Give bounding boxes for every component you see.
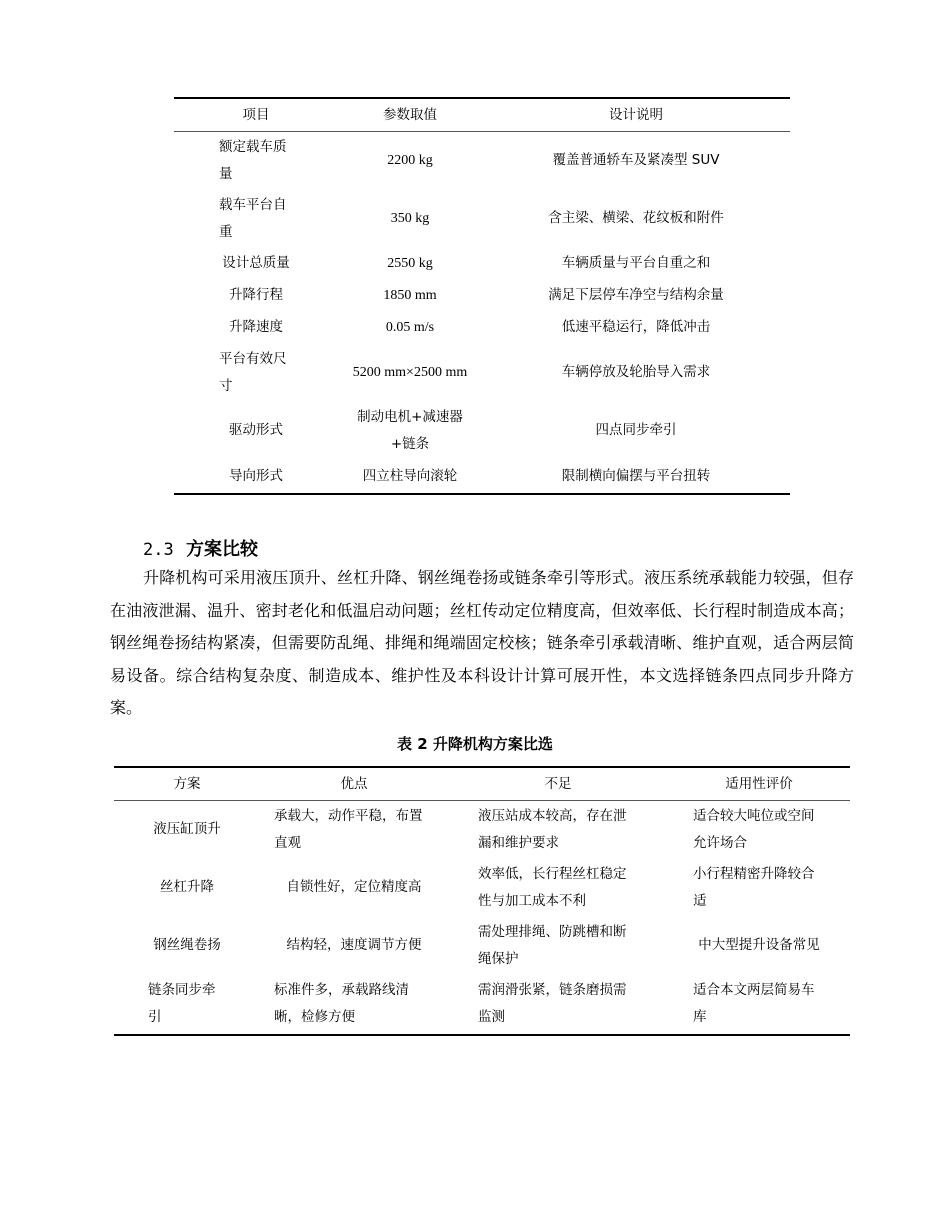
- table-cell: 额定载车质量: [219, 138, 287, 182]
- table-cell: 2550 kg: [387, 256, 433, 271]
- table-cell: 限制横向偏摆与平台扭转: [561, 467, 711, 484]
- table-cell: 液压缸顶升: [153, 821, 221, 838]
- table-cell: 满足下层停车净空与结构余量: [548, 287, 724, 303]
- table-cell: 车辆质量与平台自重之和: [561, 255, 711, 271]
- table-cell: 需润滑张紧，链条磨损需监测: [478, 982, 627, 1025]
- table-cell: 四立柱导向滚轮: [362, 467, 458, 484]
- table-cell: 平台有效尺寸: [219, 350, 287, 394]
- table-cell: 载车平台自重: [219, 196, 287, 240]
- table-cell: 覆盖普通轿车及紧凑型 SUV: [552, 152, 720, 169]
- section-title: 方案比较: [186, 539, 258, 560]
- table-cell: 液压站成本较高，存在泄漏和维护要求: [478, 807, 627, 851]
- table-row: [114, 975, 850, 1035]
- table-row: [174, 248, 790, 280]
- table-header-row: [174, 98, 790, 132]
- table-row: [114, 917, 850, 975]
- table-cell: 导向形式: [229, 467, 283, 484]
- body-paragraph: 升降机构可采用液压顶升、丝杠升降、钢丝绳卷扬或链条牵引等形式。液压系统承载能力较强，但存在油液泄漏、温升、密封老化和低温启动问题；丝杠传动定位精度高，但效率低、长行程时制造成本高；钢丝绳卷扬结构紧凑，但需要防乱绳、排绳和绳端固定校核；链条牵引承载清晰、维护直观，适合两层简易设备。综合结构复杂度、制造成本、维护性及本科设计计算可展开性，本文选择链条四点同步升降方案。: [110, 568, 854, 717]
- table-cell: 链条同步牵引: [148, 982, 216, 1025]
- table-cell: 制动电机+减速器+链条: [357, 408, 463, 452]
- column-header: 不足: [544, 775, 572, 792]
- table-cell: 适合本文两层简易车库: [693, 982, 815, 1025]
- table-cell: 需处理排绳、防跳槽和断绳保护: [478, 923, 627, 967]
- table-cell: 0.05 m/s: [385, 320, 435, 335]
- table-row: [114, 801, 850, 859]
- column-header: 方案: [173, 775, 201, 792]
- table-cell: 钢丝绳卷扬: [153, 937, 221, 953]
- table-cell: 中大型提升设备常见: [698, 937, 820, 953]
- table-cell: 结构轻，速度调节方便: [286, 937, 422, 953]
- table-cell: 升降行程: [229, 287, 283, 303]
- column-header: 参数取值: [383, 106, 437, 123]
- section-heading: [143, 535, 258, 561]
- table-cell: 5200 mm×2500 mm: [352, 365, 468, 380]
- table-cell: 车辆停放及轮胎导入需求: [561, 364, 711, 380]
- table-row: [174, 190, 790, 248]
- table-cell: 小行程精密升降较合适: [693, 865, 815, 909]
- column-header: 项目: [242, 106, 270, 123]
- table-cell: 设计总质量: [222, 255, 290, 271]
- table-cell: 承载大，动作平稳，布置直观: [274, 807, 423, 851]
- table-cell: 含主梁、横梁、花纹板和附件: [548, 210, 724, 226]
- table-cell: 1850 mm: [383, 288, 437, 303]
- table-row: [174, 312, 790, 344]
- table-cell: 自锁性好，定位精度高: [286, 879, 422, 895]
- table-cell: 2200 kg: [387, 153, 433, 169]
- table-row: [174, 460, 790, 494]
- table-cell: 适合较大吨位或空间允许场合: [693, 807, 815, 851]
- table-cell: 效率低，长行程丝杠稳定性与加工成本不利: [478, 865, 627, 909]
- table-cell: 升降速度: [229, 319, 283, 335]
- column-header: 设计说明: [609, 106, 663, 123]
- table-cell: 丝杠升降: [160, 879, 214, 895]
- table-row: [174, 402, 790, 460]
- table-row: [114, 859, 850, 917]
- table-caption: 表 2 升降机构方案比选: [397, 735, 553, 753]
- section-number: 2.3: [143, 540, 174, 560]
- table-row: [174, 280, 790, 312]
- table-row: [174, 132, 790, 190]
- column-header: 优点: [340, 775, 368, 792]
- parameter-table: [174, 97, 790, 495]
- table-cell: 350 kg: [390, 211, 430, 226]
- column-header: 适用性评价: [725, 775, 793, 792]
- table-cell: 标准件多，承载路线清晰，检修方便: [274, 982, 409, 1025]
- table-cell: 低速平稳运行，降低冲击: [561, 319, 711, 335]
- table-cell: 四点同步牵引: [595, 422, 677, 438]
- table-row: [174, 344, 790, 402]
- table-cell: 驱动形式: [229, 422, 283, 438]
- comparison-table: [114, 766, 850, 1036]
- table-header-row: [114, 767, 850, 801]
